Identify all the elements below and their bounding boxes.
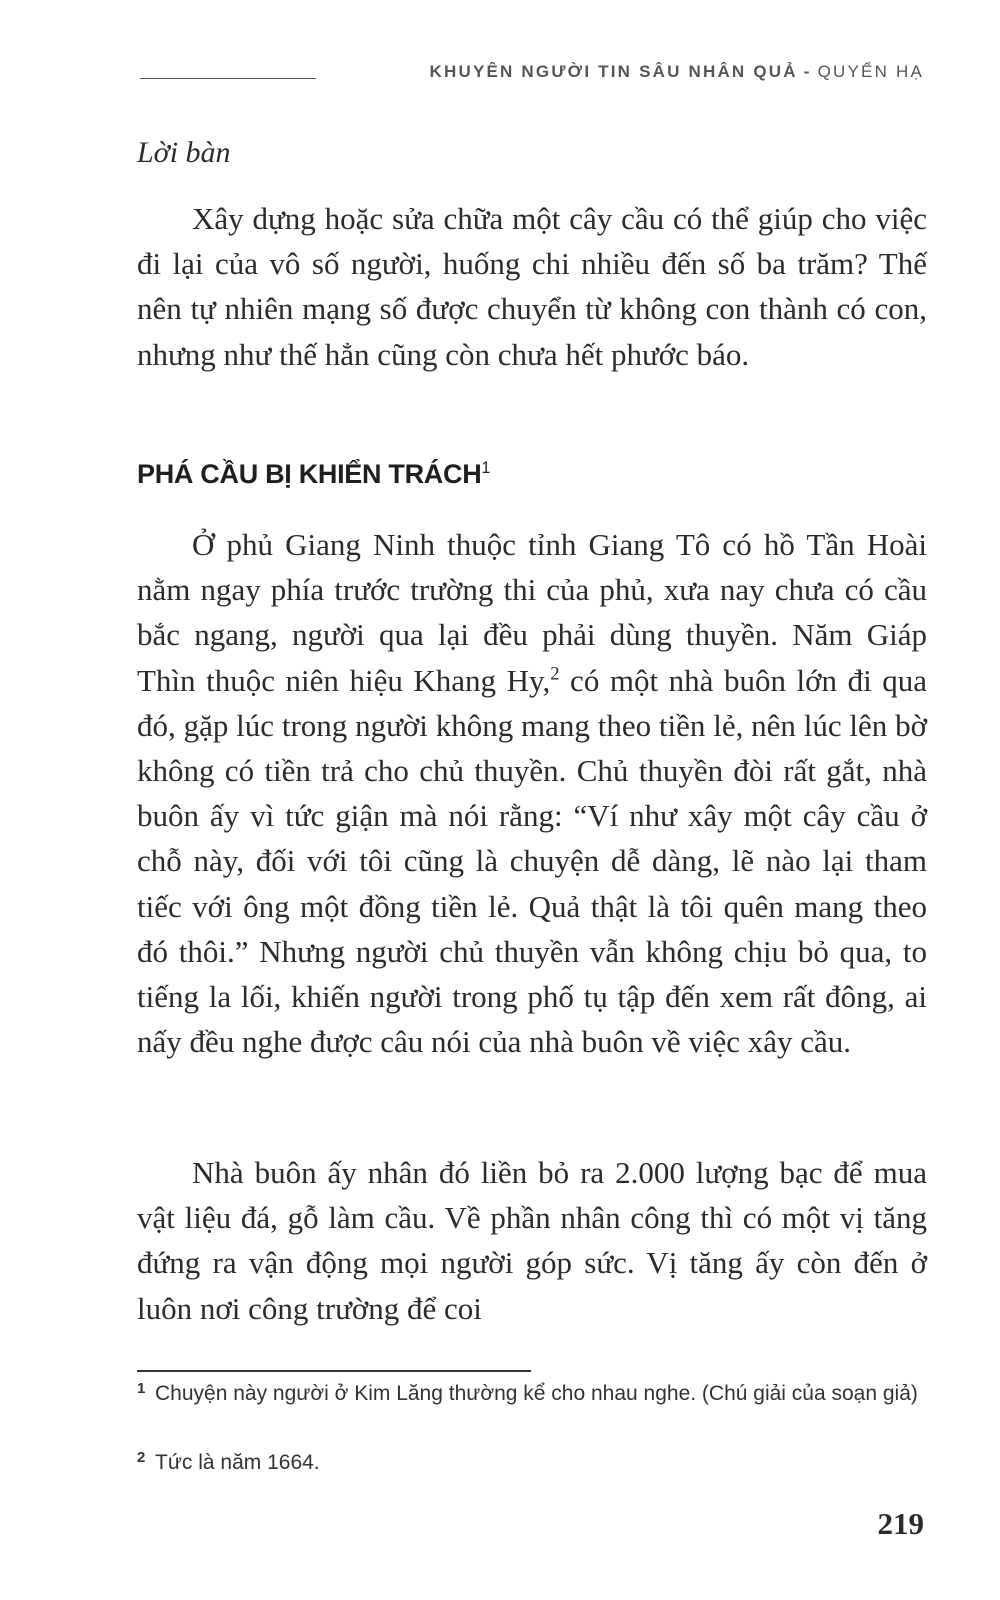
footnote-1-mark: 1 <box>137 1380 146 1397</box>
footnote-2 <box>137 1447 927 1478</box>
running-head-separator: - <box>803 62 812 81</box>
commentary-heading: Lời bàn <box>137 136 231 169</box>
story-paragraph-1-part-2: có một nhà buôn lớn đi qua đó, gặp lúc trong người không mang theo tiền lẻ, nên lúc lên bờ không có tiền trả cho chủ thuyền. Chủ thuyền đòi rất gắt, nhà buôn ấy vì tức giận mà nói rằng: “Ví như xây một cây cầu ở chỗ này, đối với tôi cũng là chuyện dễ dàng, lẽ nào lại tham tiếc với ông một đồng tiền lẻ. Quả thật là tôi quên mang theo đó thôi.” Nhưng người chủ thuyền vẫn không chịu bỏ qua, to tiếng la lối, khiến người trong phố tụ tập đến xem rất đông, ai nấy đều nghe được câu nói của nhà buôn về việc xây cầu. <box>137 662 927 1060</box>
story-title-text: PHÁ CẦU BỊ KHIỂN TRÁCH <box>137 459 482 489</box>
commentary-paragraph: Xây dựng hoặc sửa chữa một cây cầu có thể giúp cho việc đi lại của vô số người, huống chi nhiều đến số ba trăm? Thế nên tự nhiên mạng số được chuyển từ không con thành có con, nhưng như thế hẳn cũng còn chưa hết phước báo. <box>137 201 927 372</box>
footnote-1-text: Chuyện này người ở Kim Lăng thường kể cho nhau nghe. (Chú giải của soạn giả) <box>155 1382 918 1405</box>
footnote-2-text: Tức là năm 1664. <box>155 1451 320 1474</box>
story-paragraph-2: Nhà buôn ấy nhân đó liền bỏ ra 2.000 lượng bạc để mua vật liệu đá, gỗ làm cầu. Về phần nhân công thì có một vị tăng đứng ra vận động mọi người góp sức. Vị tăng ấy còn đến ở luôn nơi công trường để coi <box>137 1155 927 1326</box>
footnote-2-mark: 2 <box>137 1449 146 1466</box>
story-paragraph-1 <box>137 522 927 1064</box>
running-head-book-title: KHUYÊN NGƯỜI TIN SÂU NHÂN QUẢ <box>429 62 798 81</box>
footnote-1 <box>137 1378 927 1409</box>
running-head-volume: QUYỂN HẠ <box>817 62 924 81</box>
footnote-ref-1[interactable]: 1 <box>481 459 491 477</box>
page-number: 219 <box>877 1506 924 1541</box>
header-rule <box>140 78 316 79</box>
running-head <box>430 62 924 82</box>
footnote-ref-2[interactable]: 2 <box>550 663 560 685</box>
footnote-rule <box>137 1370 531 1372</box>
story-paragraph-1-part-1: Ở phủ Giang Ninh thuộc tỉnh Giang Tô có hồ Tần Hoài nằm ngay phía trước trường thi của phủ, xưa nay chưa có cầu bắc ngang, người qua lại đều phải dùng thuyền. Năm Giáp Thìn thuộc niên hiệu Khang Hy, <box>137 527 927 698</box>
story-title <box>137 459 490 490</box>
